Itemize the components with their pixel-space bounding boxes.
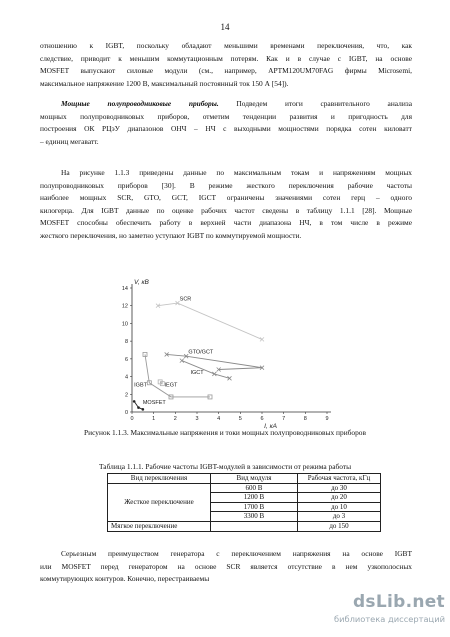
y-tick-label: 2: [124, 392, 128, 399]
y-tick-label: 12: [121, 303, 128, 310]
frequency-table: [107, 473, 381, 532]
text-line: MOSFET выпускают силовые модули (см., например, APTM120UM70FAG фирмы Microsemi,: [40, 66, 412, 76]
table-header: Вид модуля: [211, 474, 298, 484]
table-cell: до 3: [298, 512, 381, 522]
table-cell: до 30: [298, 483, 381, 493]
paragraph-2: [40, 98, 412, 148]
text-line: килогерца. Для IGBT данные по оценке рабочих частот сведены в таблицу 1.1.1 [28]. Мощные: [40, 205, 412, 215]
paragraph-3: [40, 167, 412, 243]
y-tick-label: 6: [124, 356, 128, 363]
text-line: жесткого переключения, но заметно уступают IGBT по коммутируемой мощности.: [40, 230, 302, 240]
table-cell: 1700 В: [211, 502, 298, 512]
table-header: Вид переключения: [108, 474, 211, 484]
x-tick-label: 3: [195, 416, 199, 422]
chart-series-labels: [134, 296, 214, 406]
text-line: максимальное напряжение 1200 В, максимальный постоянный ток 150 А [54]).: [40, 78, 289, 88]
text-line: мощных полупроводниковых приборов, отметим тенденции развития и пригодность для: [40, 111, 412, 121]
x-tick-label: 6: [260, 416, 264, 422]
series-label: IEGT: [164, 382, 178, 389]
y-tick-label: 14: [121, 286, 128, 292]
table-cell: до 150: [298, 521, 381, 531]
y-tick-label: 0: [124, 410, 128, 416]
table-header-row: [108, 474, 381, 484]
x-tick-label: 1: [152, 416, 156, 422]
table-caption: Таблица 1.1.1. Рабочие частоты IGBT-модулей в зависимости от режима работы: [98, 462, 352, 471]
table-cell: 1200 В: [211, 493, 298, 503]
text-line: MOSFET способны обеспечить работу в верхней части диапазона НЧ, в том числе в режиме: [40, 218, 412, 228]
table-header: Рабочая частота, кГц: [298, 474, 381, 484]
data-point: [180, 359, 184, 363]
series-label: MOSFET: [142, 400, 166, 407]
x-tick-label: 2: [173, 416, 177, 422]
table-cell: до 20: [298, 493, 381, 503]
table-row: [108, 521, 381, 531]
y-tick-label: 4: [124, 374, 128, 381]
text-line: коммутирующих контуров. Конечно, перестраиваемы: [40, 574, 210, 584]
table-cell: Мягкое переключение: [108, 521, 211, 531]
x-axis-label: I, кА: [264, 423, 277, 430]
series-label: GTO/GCT: [188, 349, 214, 356]
page-number: 14: [220, 22, 230, 32]
table-cell: [211, 521, 298, 531]
x-tick-label: 9: [325, 416, 329, 422]
y-tick-label: 10: [121, 321, 128, 328]
series-label: SCR: [179, 296, 192, 303]
paragraph-4: [40, 548, 412, 586]
table-cell: 3300 В: [211, 512, 298, 522]
table-cell: до 10: [298, 502, 381, 512]
y-axis-label: V, кВ: [134, 279, 149, 286]
text-line: наиболее мощных SCR, GTO, GCT, IGCT ограничены значениями сотен герц – одного: [40, 193, 412, 203]
table-cell: 600 В: [211, 483, 298, 493]
chart-lines: [134, 303, 262, 409]
text-line: или MOSFET перед генератором на основе SCR является отсутствие в нем узкополосных: [40, 561, 412, 571]
watermark: [333, 588, 449, 632]
data-point: [133, 400, 136, 403]
chart-points: [133, 301, 264, 411]
chart-axes: [122, 279, 331, 430]
text-line: построения ОК РЦэУ диапазонов ОНЧ – НЧ с выходными мощностями порядка сотен киловатт: [40, 124, 412, 134]
watermark-subtitle: библиотека диссертаций: [333, 614, 445, 624]
series-label: IGBT: [134, 382, 148, 389]
text-line: следствие, приводит к меньшим коммутационным потерям. Как и в случае с IGBT, на основе: [40, 53, 412, 63]
watermark-logo: dsLib.net: [352, 592, 445, 612]
data-point: [142, 408, 145, 411]
series-line: [158, 303, 262, 339]
x-tick-label: 8: [303, 416, 307, 422]
x-tick-label: 0: [130, 416, 134, 422]
table-row: [108, 483, 381, 493]
data-point: [137, 406, 140, 409]
x-tick-label: 4: [217, 416, 221, 422]
series-label: IGCT: [190, 369, 204, 376]
y-tick-label: 8: [124, 339, 128, 346]
text-line: На рисунке 1.1.3 приведены данные по максимальным токам и напряжениям мощных: [61, 168, 412, 177]
text-line: Серьезным преимуществом генератора с переключением напряжения на основе IGBT: [61, 549, 412, 558]
paragraph-1: [40, 40, 412, 90]
voltage-current-chart: [112, 276, 342, 430]
text-line: отношению к IGBT, поскольку обладают меньшими временами переключения, что, как: [40, 41, 412, 50]
text-line: полупроводниковых приборов [30]. В режиме жесткого переключения рабочие частоты: [40, 180, 412, 190]
x-tick-label: 5: [238, 416, 242, 422]
table-cell: Жесткое переключение: [108, 483, 211, 521]
section-heading: Мощные полупроводниковые приборы.: [61, 99, 219, 108]
figure-caption: Рисунок 1.1.3. Максимальные напряжения и токи мощных полупроводниковых приборов: [84, 428, 366, 437]
data-point: [260, 337, 264, 341]
text-line: Мощные полупроводниковые приборы. Подведем итоги сравнительного анализа: [61, 99, 412, 108]
text-line: – единиц мегаватт.: [40, 136, 99, 146]
x-tick-label: 7: [282, 416, 286, 422]
